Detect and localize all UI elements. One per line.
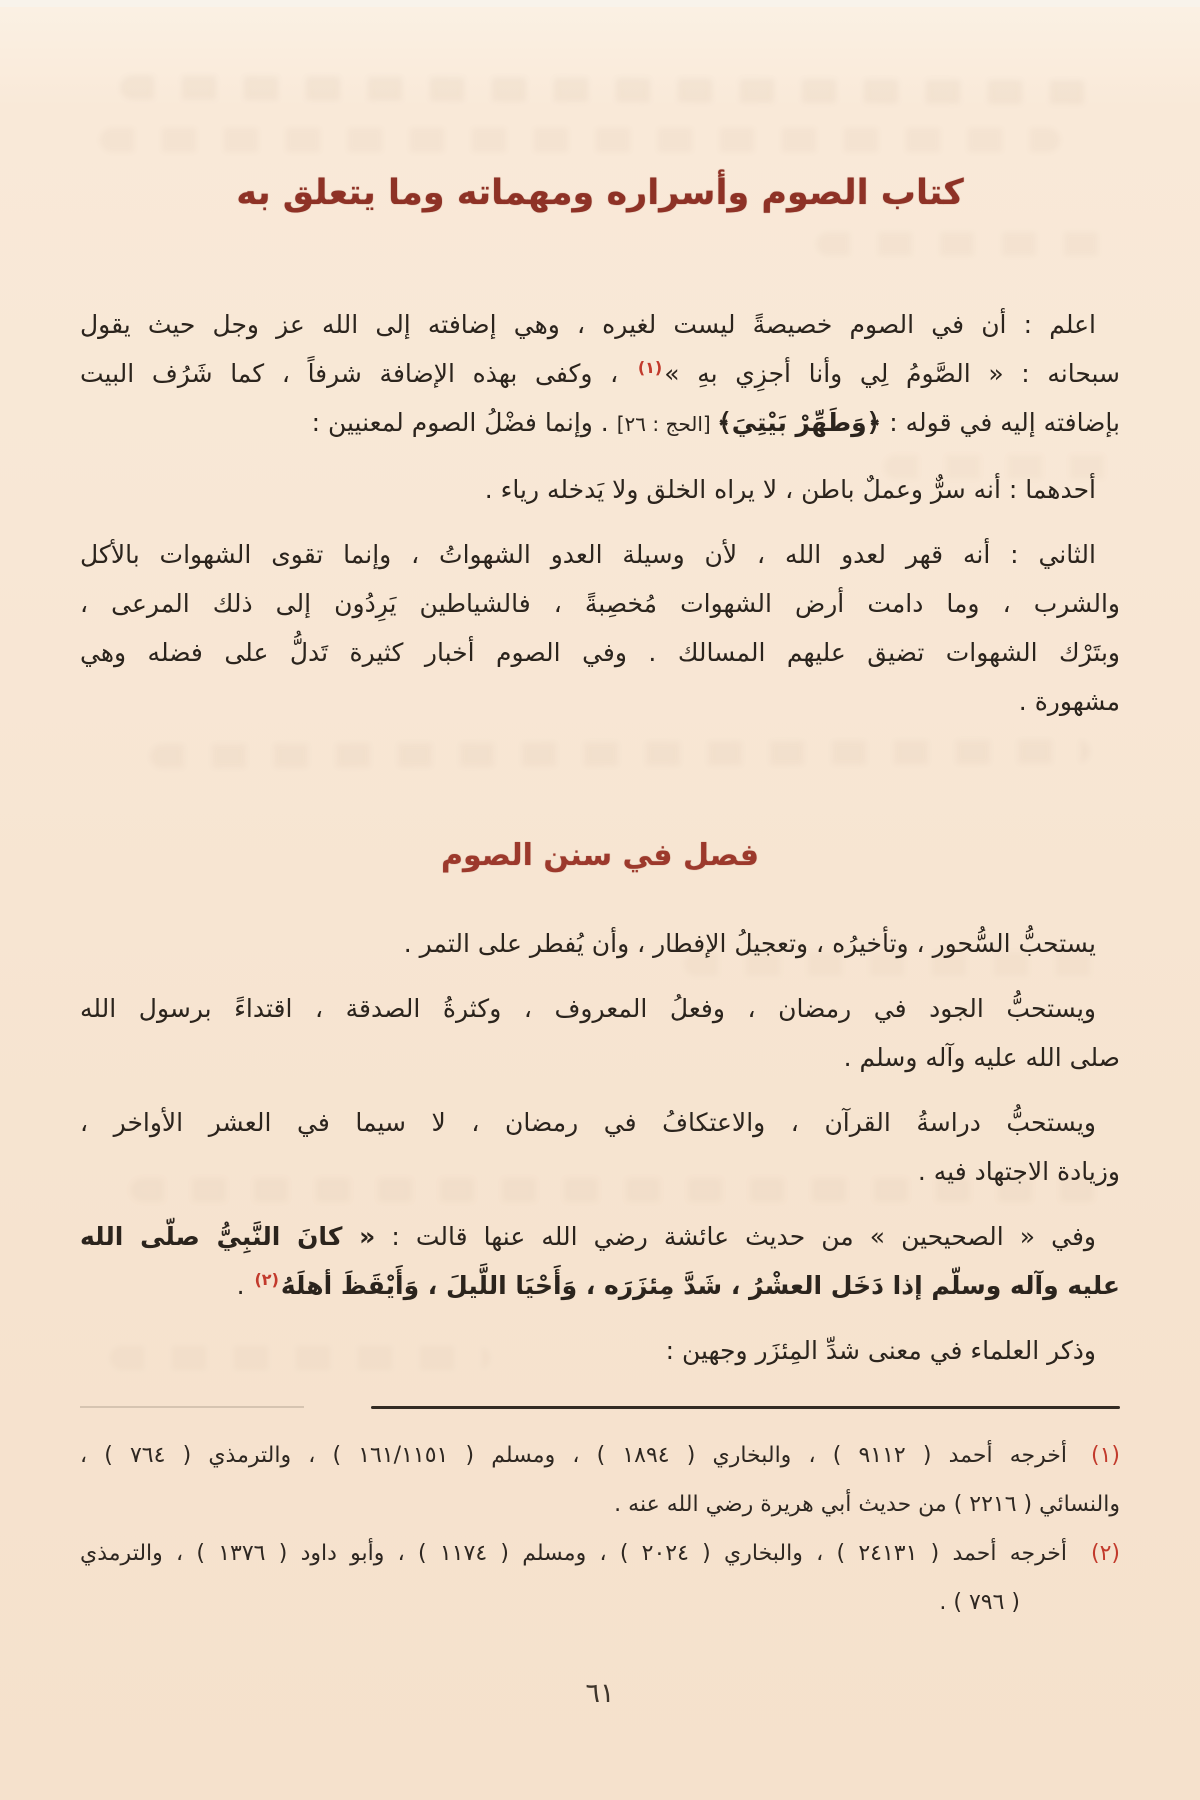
page-number: ٦١ [585, 1678, 615, 1709]
footnote-ref-2: (٢) [254, 1269, 279, 1289]
quran-verse: ﴿وَطَهِّرْ بَيْتِيَ﴾ [717, 408, 882, 437]
text-line: الثاني : أنه قهر لعدو الله ، لأن وسيلة العدو الشهواتُ ، وإنما تقوى الشهوات بالأكل [80, 540, 1096, 569]
paragraph-second-meaning [80, 530, 1120, 726]
footnote-separator-rule [371, 1406, 1120, 1409]
footnote-line [80, 1529, 1120, 1578]
text-line: وزيادة الاجتهاد فيه . [917, 1157, 1120, 1186]
paragraph-quran-study [80, 1098, 1120, 1196]
text-line [80, 349, 1120, 398]
paragraph-generosity [80, 984, 1120, 1082]
footnote-2 [80, 1529, 1120, 1627]
footnote-separator [80, 1405, 1120, 1409]
paragraph-intro [80, 300, 1120, 449]
footnote-ref-1: (١) [637, 357, 663, 377]
section-heading: فصل في سنن الصوم [441, 838, 759, 873]
paragraph-suhoor [80, 919, 1120, 968]
text-line: صلى الله عليه وآله وسلم . [843, 1043, 1120, 1072]
text-line: وبتَرْك الشهوات تضيق عليهم المسالك . وفي الصوم أخبار كثيرة تَدلُّ على فضله وهي [80, 638, 1120, 667]
text-segment: وفي « الصحيحين » من حديث عائشة رضي الله عنها قالت : [375, 1222, 1096, 1251]
text-line [80, 1212, 1120, 1261]
text-line: والشرب ، وما دامت أرض الشهوات مُخصِبةً ، فالشياطين يَرِدُون إلى ذلك المرعى ، [80, 589, 1120, 618]
footnote-line: والنسائي ( ٢٢١٦ ) من حديث أبي هريرة رضي الله عنه . [614, 1492, 1120, 1517]
text-line [80, 398, 1120, 449]
verse-reference: [الحج : ٢٦] [616, 412, 718, 436]
hadith-text: « كانَ النَّبِيُّ صلّى الله [80, 1222, 376, 1251]
text-segment: . وإنما فضْلُ الصوم لمعنيين : [311, 408, 617, 437]
text-line: يستحبُّ السُّحور ، وتأخيرُه ، وتعجيلُ الإفطار ، وأن يُفطر على التمر . [403, 929, 1096, 958]
footnote-line [80, 1431, 1120, 1480]
footnote-text: أخرجه أحمد ( ٩١١٢ ) ، والبخاري ( ١٨٩٤ ) ، ومسلم ( ١٦١/١١٥١ ) ، والترمذي ( ٧٦٤ ) ، [80, 1443, 1067, 1468]
paragraph-hadith-aisha [80, 1212, 1120, 1310]
text-line: وذكر العلماء في معنى شدِّ المِئزَر وجهين : [665, 1336, 1096, 1365]
chapter-title: كتاب الصوم وأسراره ومهماته وما يتعلق به [236, 173, 964, 213]
footnote-line: ( ٧٩٦ ) . [939, 1590, 1020, 1615]
text-line: مشهورة . [1018, 687, 1120, 716]
footnote-1 [80, 1431, 1120, 1529]
showthrough-line [80, 1406, 304, 1408]
footnote-2-marker: (٢) [1091, 1541, 1121, 1566]
text-segment: ، وكفى بهذه الإضافة شرفاً ، كما شَرُف البيت [80, 359, 636, 388]
paragraph-first-meaning [80, 465, 1120, 514]
text-line: ويستحبُّ الجود في رمضان ، وفعلُ المعروف ، وكثرةُ الصدقة ، اقتداءً برسول الله [80, 994, 1096, 1023]
text-segment: سبحانه : « الصَّومُ لِي وأنا أجزِي بهِ » [664, 359, 1120, 388]
text-column [80, 0, 1120, 1627]
text-line [80, 1261, 1120, 1310]
text-segment: . [236, 1271, 253, 1300]
footnote-1-marker: (١) [1090, 1443, 1120, 1468]
footnotes-section [80, 1431, 1120, 1627]
text-line: أحدهما : أنه سرٌّ وعملٌ باطن ، لا يراه الخلق ولا يَدخله رياء . [484, 475, 1096, 504]
text-line: اعلم : أن في الصوم خصيصةً ليست لغيره ، وهي إضافته إلى الله عز وجل حيث يقول [80, 310, 1096, 339]
footnote-text: أخرجه أحمد ( ٢٤١٣١ ) ، والبخاري ( ٢٠٢٤ ) ، ومسلم ( ١١٧٤ ) ، وأبو داود ( ١٣٧٦ ) ، والترمذي [80, 1541, 1067, 1566]
text-segment: بإضافته إليه في قوله : [881, 408, 1120, 437]
text-line: ويستحبُّ دراسةُ القرآن ، والاعتكافُ في رمضان ، لا سيما في العشر الأواخر ، [80, 1108, 1096, 1137]
hadith-text: عليه وآله وسلّم إذا دَخَل العشْرُ ، شَدَّ مِئزَرَه ، وَأَحْيَا اللَّيلَ ، وَأَيْقَظَ أهلَهُ [280, 1271, 1120, 1300]
paragraph-scholars [80, 1326, 1120, 1375]
